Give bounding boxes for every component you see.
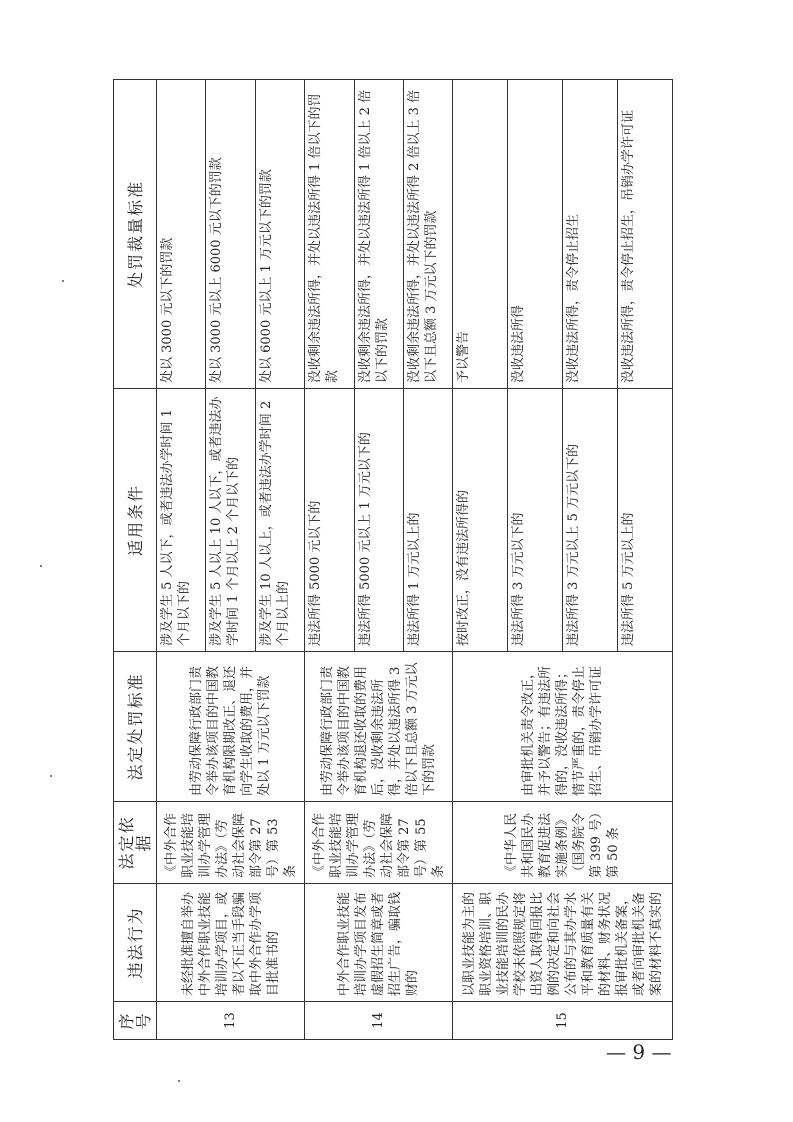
header-basis: 法定依据 <box>114 802 157 884</box>
standard: 处以 3000 元以下的罚款 <box>157 80 206 389</box>
header-num: 序号 <box>114 1002 157 1040</box>
standard: 没收剩余违法所得，并处以违法所得 1 倍以上 2 倍以下的罚款 <box>354 80 403 389</box>
table-row <box>157 80 206 1040</box>
legal-basis: 《中华人民共和国民办教育促进法实施条例》（国务院令第 399 号）第 50 条 <box>453 802 673 884</box>
condition: 违法所得 5000 元以上 1 万元以下的 <box>354 389 403 652</box>
condition: 违法所得 3 万元以上 5 万元以下的 <box>563 389 618 652</box>
header-std: 处罚裁量标准 <box>114 80 157 389</box>
standard: 予以警告 <box>453 80 508 389</box>
penalty-table <box>113 79 673 1040</box>
condition: 涉及学生 5 人以下，或者违法办学时间 1 个月以下的 <box>157 389 206 652</box>
violation-text: 中外合作职业技能培训办学项目发布虚假招生简章或者招生广告，骗取钱财的 <box>305 884 453 1002</box>
row-number: 15 <box>453 1002 673 1040</box>
standard: 没收剩余违法所得，并处以违法所得 1 倍以下的罚款 <box>305 80 354 389</box>
condition: 涉及学生 10 人以上，或者违法办学时间 2 个月以上的 <box>255 389 304 652</box>
legal-basis: 《中外合作职业技能培训办学管理办法》（劳动社会保障部令第 27 号）第 53 条 <box>157 802 305 884</box>
row-number: 13 <box>157 1002 305 1040</box>
standard: 处以 3000 元以上 6000 元以下的罚款 <box>206 80 255 389</box>
standard: 没收违法所得，责令停止招生，吊销办学许可证 <box>618 80 673 389</box>
condition: 涉及学生 5 人以上 10 人以下，或者违法办学时间 1 个月以上 2 个月以下的 <box>206 389 255 652</box>
standard: 没收剩余违法所得，并处以违法所得 2 倍以上 3 倍以下且总额 3 万元以下的罚款 <box>403 80 452 389</box>
condition: 违法所得 3 万元以下的 <box>508 389 563 652</box>
violation-text: 未经批准擅自举办中外合作职业技能培训办学项目，或者以不正当手段骗取中外合作办学项目批准书的 <box>157 884 305 1002</box>
header-cond: 适用条件 <box>114 389 157 652</box>
condition: 违法所得 5000 元以下的 <box>305 389 354 652</box>
condition: 违法所得 5 万元以上的 <box>618 389 673 652</box>
standard: 处以 6000 元以上 1 万元以下的罚款 <box>255 80 304 389</box>
violation-text: 以职业技能为主的职业资格培训、职业技能培训的民办学校未依照规定将出资人取得回报比例的决定和向社会公布的与其办学水平和教育质量有关的材料、财务状况报审批机关备案，或者向审批机关备案的材料不真实的 <box>453 884 673 1002</box>
scan-speck <box>178 1080 180 1082</box>
table-row <box>305 80 354 1040</box>
standard: 没收违法所得，责令停止招生 <box>563 80 618 389</box>
legal-basis: 《中外合作职业技能培训办学管理办法》（劳动社会保障部令第 27 号）第 55 条 <box>305 802 453 884</box>
table-row <box>453 80 508 1040</box>
header-legal: 法定处罚标准 <box>114 652 157 802</box>
header-act: 违法行为 <box>114 884 157 1002</box>
condition: 按时改正，没有违法所得的 <box>453 389 508 652</box>
standard: 没收违法所得 <box>508 80 563 389</box>
condition: 违法所得 1 万元以上的 <box>403 389 452 652</box>
rotated-table-container <box>113 80 673 1040</box>
legal-penalty: 由劳动保障行政部门责令举办该项目的中国教育机构限期改正、退还向学生收取的费用，并处以 1 万元以下罚款 <box>157 652 305 802</box>
scan-speck <box>40 565 42 567</box>
table-header-row <box>114 80 157 1040</box>
row-number: 14 <box>305 1002 453 1040</box>
legal-penalty: 由审批机关责令改正，并予以警告；有违法所得的，没收违法所得；情节严重的，责令停止招生、吊销办学许可证 <box>453 652 673 802</box>
scan-speck <box>62 280 64 282</box>
legal-penalty: 由劳动保障行政部门责令举办该项目的中国教育机构退还收取的费用后，没收剩余违法所得，并处以违法所得 3 倍以下且总额 3 万元以下的罚款 <box>305 652 453 802</box>
page-number: — 9 — <box>606 1040 672 1064</box>
scan-speck <box>50 775 52 777</box>
